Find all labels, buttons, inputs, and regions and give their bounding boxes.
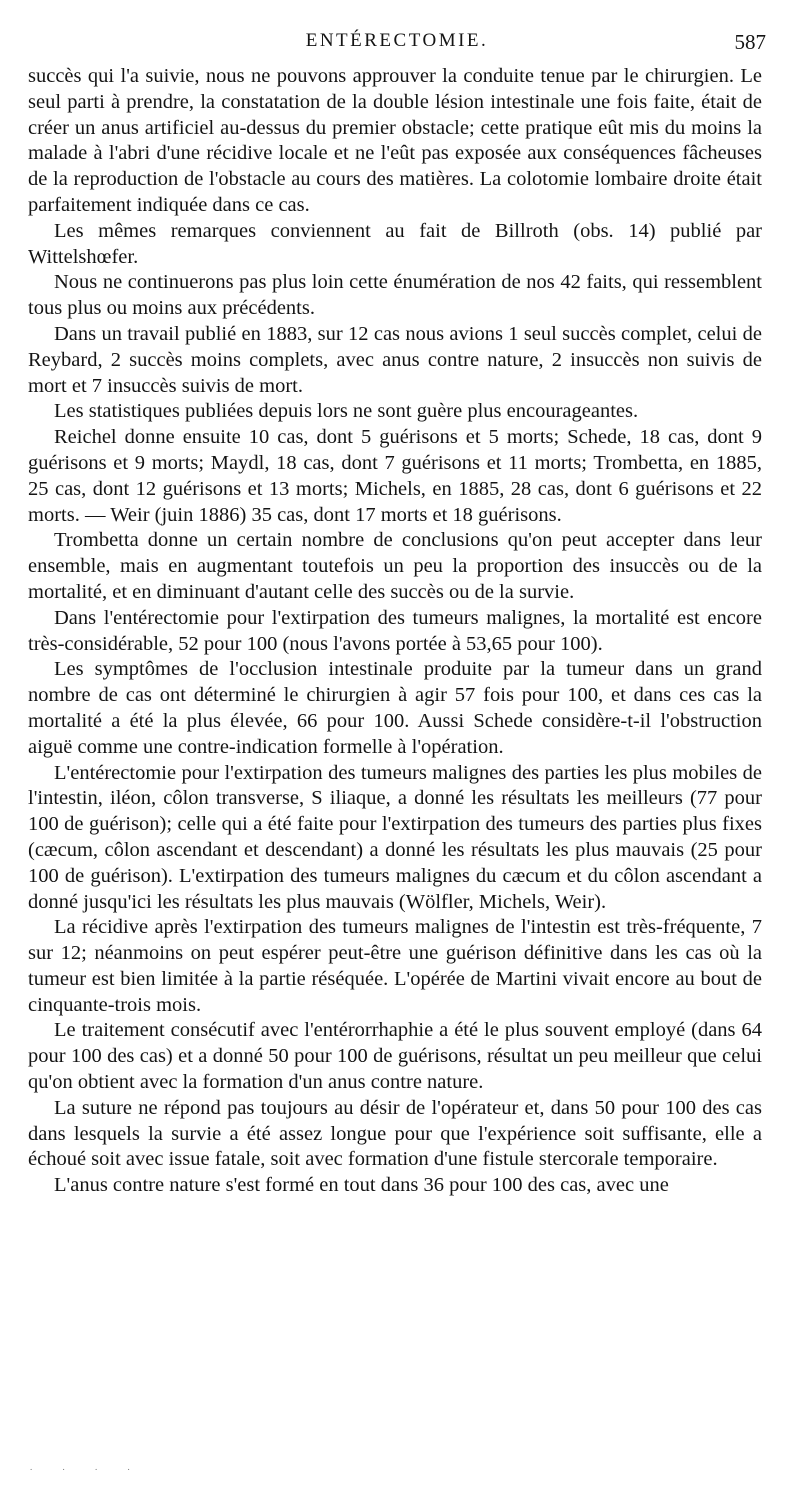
paragraph: L'entérectomie pour l'extirpation des tumeurs malignes des parties les plus mobiles de l'intestin, iléon, côlon transverse, S iliaque, a donné les résultats les meilleurs (77 pour 100 de guérison); celle qui a été faite pour l'extirpation des tumeurs des parties plus fixes (cæcum, côlon ascendant et descendant) a donné les résultats les plus mauvais (25 pour 100 de guérison). L'extirpation des tumeurs malignes du cæcum et du côlon ascendant a donné jusqu'ici les résultats les plus mauvais (Wölfler, Michels, Weir). — [28, 761, 762, 913]
running-header — [28, 30, 766, 56]
paragraph: Le traitement consécutif avec l'entérorrhaphie a été le plus souvent employé (dans 64 pour 100 des cas) et a donné 50 pour 100 de guérisons, résultat un peu meilleur que celui qu'on obtient avec la formation d'un anus contre nature. — [28, 1019, 762, 1094]
paragraph: La suture ne répond pas toujours au désir de l'opérateur et, dans 50 pour 100 des cas dans lesquels la survie a été assez longue pour que l'expérience soit suffisante, elle a échoué soit avec issue fatale, soit avec formation d'une fistule stercorale temporaire. — [28, 1096, 762, 1171]
paragraph: Trombetta donne un certain nombre de conclusions qu'on peut accepter dans leur ensemble, mais en augmentant toutefois un peu la proportion des insuccès ou de la mortalité, et en diminuant d'autant celle des succès ou de la survie. — [28, 529, 762, 603]
paragraph: L'anus contre nature s'est formé en tout dans 36 pour 100 des cas, avec une — [54, 1174, 669, 1197]
paragraph: succès qui l'a suivie, nous ne pouvons approuver la conduite tenue par le chirurgien. Le seul parti à prendre, la constatation de la double lésion intestinale une fois faite, était de créer un anus artificiel au-dessus du premier obstacle; cette pratique eût mis du moins la malade à l'abri d'une récidive locale et ne l'eût pas exposée aux conséquences fâcheuses de la reproduction de l'obstacle au cours des matières. La colotomie lombaire droite était parfaitement indiquée dans ce cas. — [28, 65, 762, 216]
scan-specks: . . . . — [30, 1462, 144, 1472]
paragraph: Dans l'entérectomie pour l'extirpation des tumeurs malignes, la mortalité est encore très-considérable, 52 pour 100 (nous l'avons portée à 53,65 pour 100). — [28, 606, 762, 655]
paragraph: Nous ne continuerons pas plus loin cette énumération de nos 42 faits, qui ressemblent tous plus ou moins aux précédents. — [28, 271, 762, 320]
paragraph: Les statistiques publiées depuis lors ne sont guère plus encourageantes. — [54, 400, 639, 423]
paragraph: Reichel donne ensuite 10 cas, dont 5 guérisons et 5 morts; Schede, 18 cas, dont 9 guérisons et 9 morts; Maydl, 18 cas, dont 7 guérisons et 11 morts; Trombetta, en 1885, 25 cas, dont 12 guérisons et 13 morts; Michels, en 1885, 28 cas, dont 6 guérisons et 22 morts. — Weir (juin 1886) 35 cas, dont 17 morts et 18 guérisons. — [28, 426, 762, 526]
page-number: 587 — [734, 30, 766, 54]
body-text — [28, 64, 762, 1199]
paragraph: La récidive après l'extirpation des tumeurs malignes de l'intestin est très-fréquente, 7 sur 12; néanmoins on peut espérer peut-être une guérison définitive dans les cas où la tumeur est bien limitée à la partie réséquée. L'opérée de Martini vivait encore au bout de cinquante-trois mois. — [28, 916, 762, 1016]
paragraph: Les mêmes remarques conviennent au fait de Billroth (obs. 14) publié par Wittelshœfer. — [28, 219, 762, 268]
paragraph: Les symptômes de l'occlusion intestinale produite par la tumeur dans un grand nombre de cas ont déterminé le chirurgien à agir 57 fois pour 100, et dans ces cas la mortalité a été la plus élevée, 66 pour 100. Aussi Schede considère-t-il l'obstruction aiguë comme une contre-indication formelle à l'opération. — [28, 658, 762, 758]
paragraph: Dans un travail publié en 1883, sur 12 cas nous avions 1 seul succès complet, celui de Reybard, 2 succès moins complets, avec anus contre nature, 2 insuccès non suivis de mort et 7 insuccès suivis de mort. — [28, 322, 762, 397]
running-title: ENTÉRECTOMIE. — [305, 30, 489, 51]
